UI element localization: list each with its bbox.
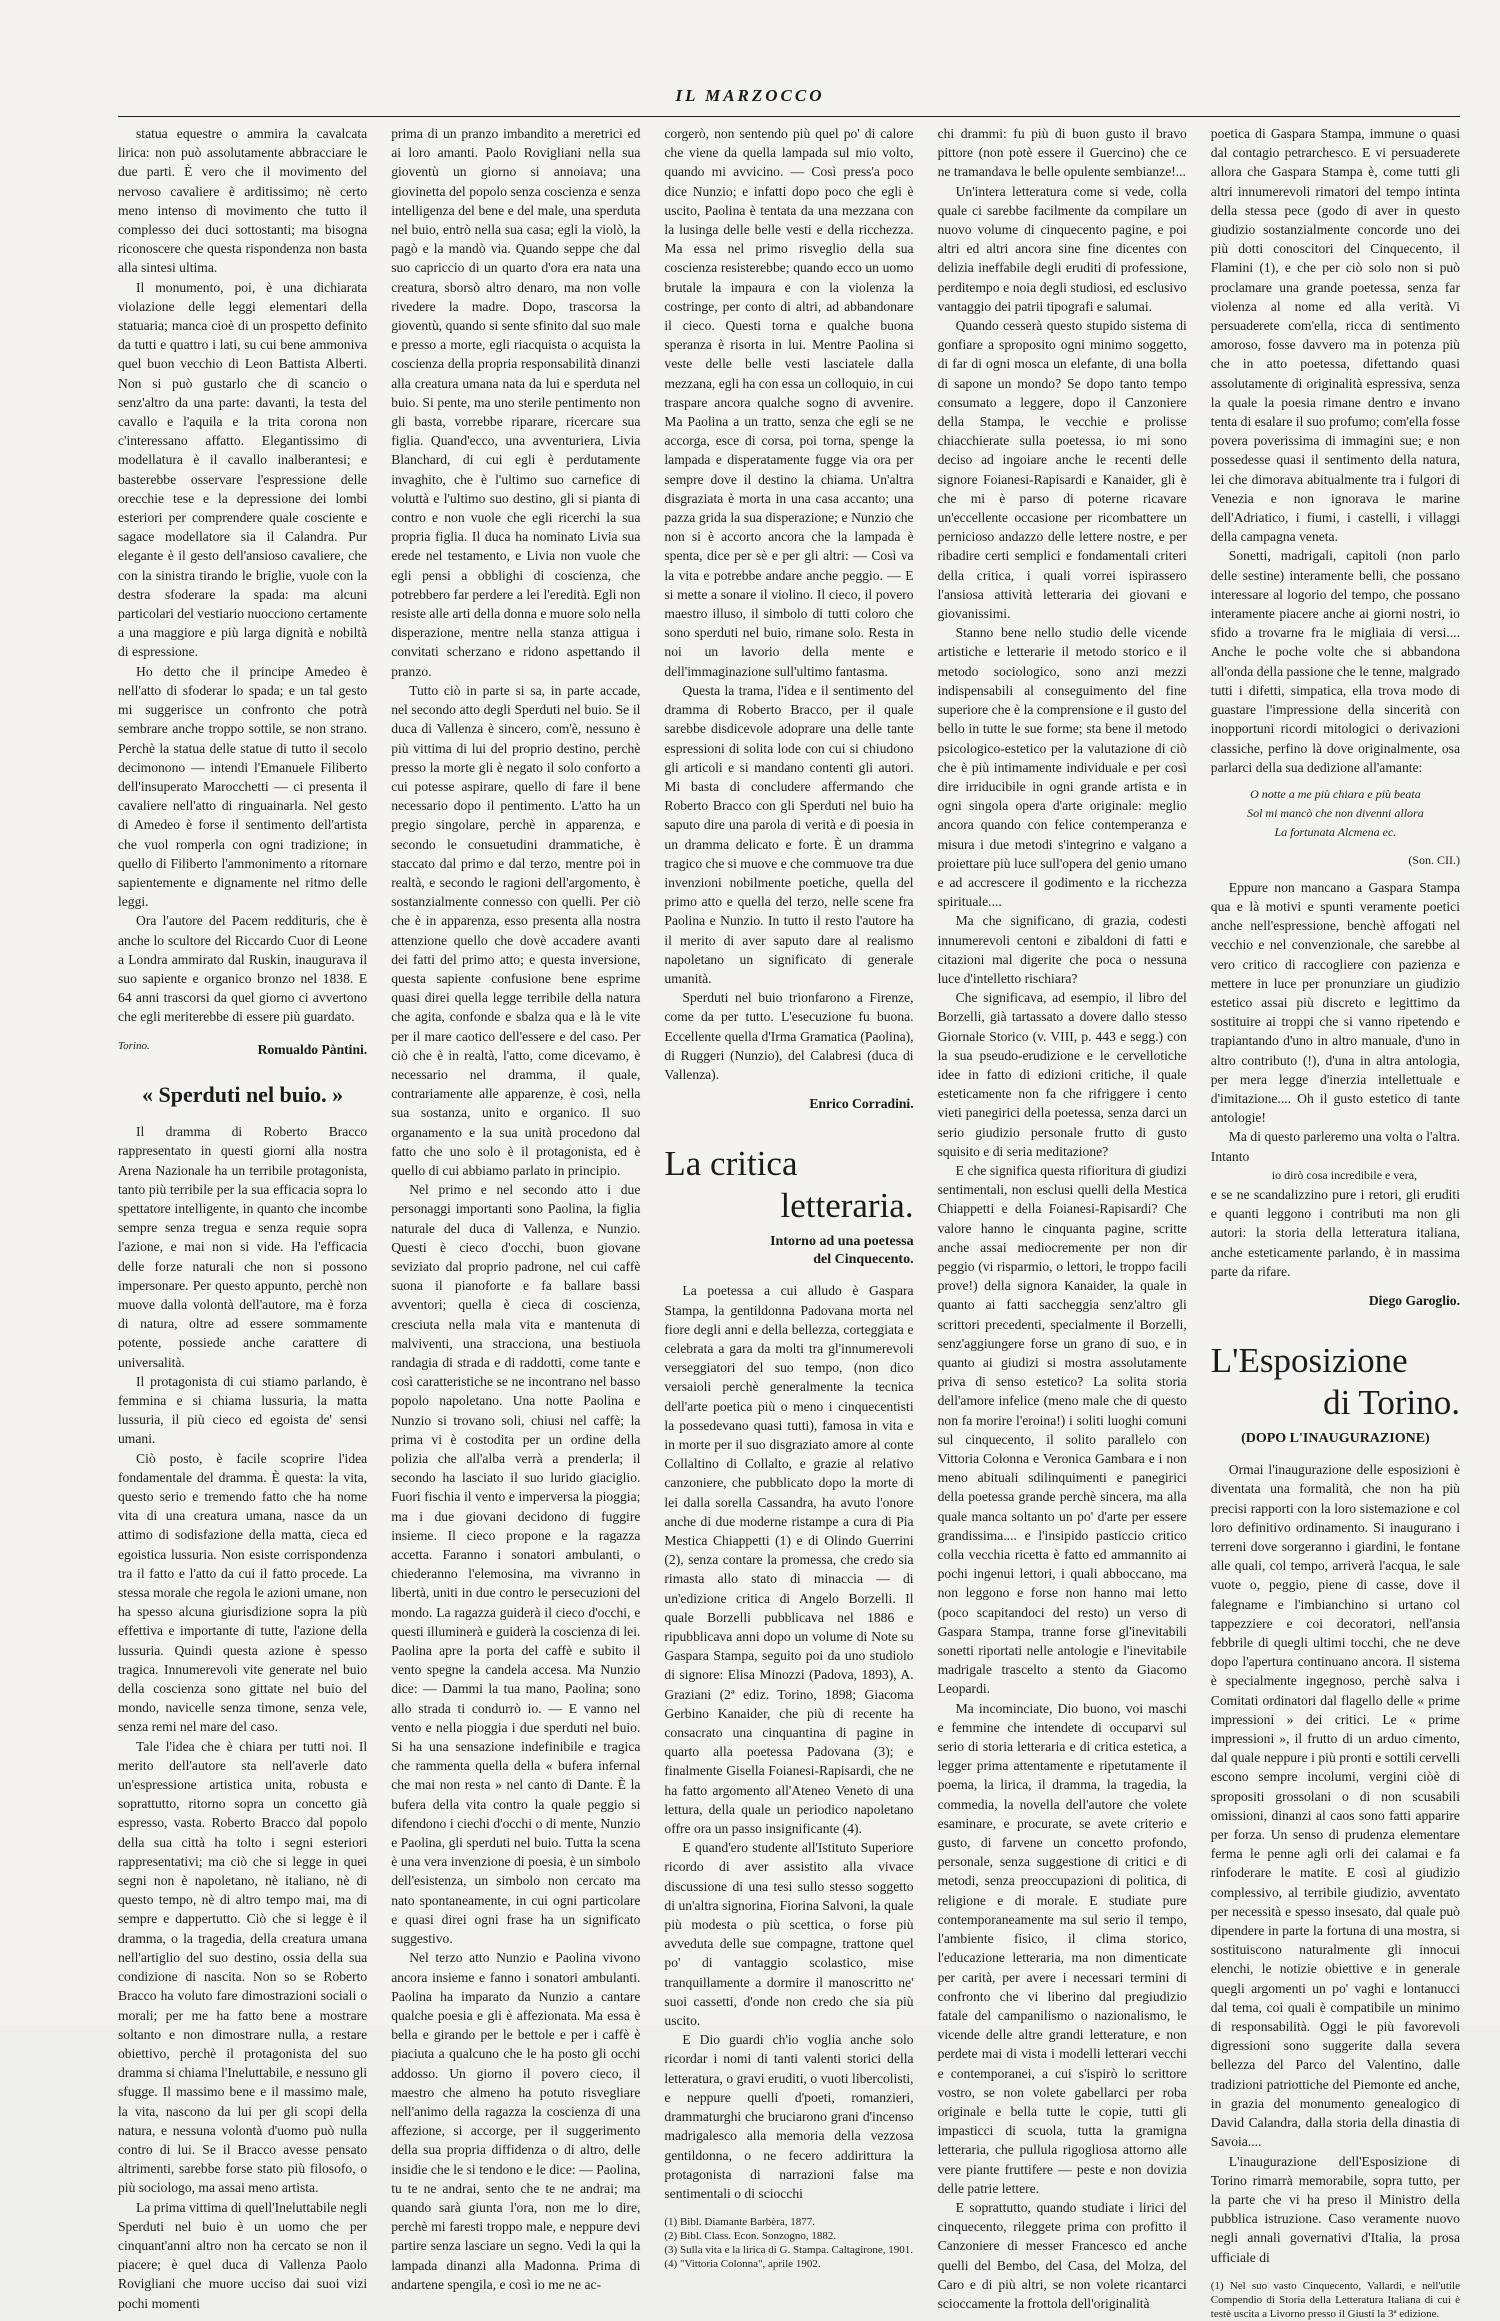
paragraph: L'inaugurazione dell'Esposizione di Torino rimarrà memorabile, sopra tutto, per la parte che vi ha preso il Ministro della pubblica istruzione. Caso veramente nuovo negli annali governativi d'Italia, la prosa ufficiale di — [1210, 2153, 1460, 2265]
paragraph: Tale l'idea che è chiara per tutti noi. Il merito dell'autore sta nell'averle dato un'espressione artistica unita, robusta e soprattutto, ritorno sopra un concetto già espresso, vasta. Roberto Bracco dal popolo della sua città ha tolto i segni esteriori rappresentativi; ma ciò che si legge in quei segni non è napoletano, nè italiano, nè di questo tempo, nè di altro tempo mai, ma di sempre e dappertutto. Ciò che si legge è il dramma, o la tragedia, della creatura umana nell'artiglio del suo destino, ossia della sua condizione di nascita. Non so se Roberto Bracco ha voluto fare dimostrazioni sociali o morali; per me ha fatto bene a mostrare soltanto e non dimostrare nulla, a restare obiettivo, perchè il protagonista del suo dramma si chiama l'Ineluttabile, e nessuno gli sfugge. Il massimo bene e il massimo male, la vita, nascono da lui per gli scopi della natura, e nessuna volontà d'uomo può nulla contro di lui. Se il Bracco avesse pensato altrimenti, sarebbe forse stato più filosofo, o più sociologo, ma assai meno artista. — [118, 1738, 368, 2196]
paragraph: Ora l'autore del Pacem reddituris, che è anche lo scultore del Riccardo Cuor di Leone a Londra ammirato dal Ruskin, inaugurava il suo sapiente e organico bronzo nel 1838. E 64 anni trascorsi da quel giorno ci avvertono che egli meriterebbe di essere più guardato. — [118, 913, 368, 1025]
title-line-1: La critica — [664, 1144, 798, 1184]
paragraph: corgerò, non sentendo più quel po' di calore che viene da quella lampada sul mio volto, quando mi avvicino. — Così press'a poco dice Nunzio; e infatti dopo poco che egli è uscito, Paolina è tentata da una mezzana con la lusinga delle belle vesti e della ricchezza. Ma essa nel primo risveglio della sua coscienza resisterebbe; quando ecco un uomo brutale la impaura e con la violenza la costringe, per conto di altri, ad abbandonare il cieco. Questi torna e qualche buona speranza è risorta in lui. Mentre Paolina si veste delle belle vesti lasciatele dalla mezzana, egli ha con essa un colloquio, in cui traspare ancora qualche sogno di avvenire. Ma Paolina a un tratto, senza che egli se ne accorga, esce di corsa, poi torna, spenge la lampada e disperatamente fugge via ora per sempre dove il destino la chiama. Un'altra disgraziata è morta in una casa accanto; una pazza grida la sua disperazione; e Nunzio che non si è accorto ancora che la lampada è spenta, dice per sè e per gli altri: — Così va la vita e potrebbe andare anche peggio. — E si mette a sonare il violino. Il cieco, il povero maestro illuso, il simbolo di tutti coloro che sono sperduti nel buio, rimane solo. Resta in noi un lavorio della mente e dell'immaginazione sull'ultimo fantasma. — [664, 126, 914, 679]
article-title — [664, 1143, 913, 1227]
article-columns — [118, 124, 1460, 2320]
verse-line: Sol mi mancò che non divenni allora — [1247, 806, 1424, 821]
paragraph: Questa la trama, l'idea e il sentimento del dramma di Roberto Bracco, per il quale sarebbe disdicevole adoprare una delle tante espressioni di solita lode con cui si chiudono gli articoli e si mandano contenti gli autori. Mi basta di concludere affermando che Roberto Bracco con gli Sperduti nel buio ha saputo dire una parola di verità e di poesia in un dramma delicato e forte. È un dramma tragico che si muove e che commuove tra due invenzioni nobilmente poetiche, quella del primo atto e quella del terzo, nelle scene fra Paolina e Nunzio. In tutto il resto l'autore ha il merito di aver saputo dare al realismo napoletano un significato di generale umanità. — [664, 682, 914, 986]
footnote: (3) Sulla vita e la lirica di G. Stampa. Caltagirone, 1901. — [664, 2244, 914, 2257]
paragraph: Ho detto che il principe Amedeo è nell'atto di sfoderar lo spada; e un tal gesto mi suggerisce un confronto che potrà sembrare anche troppo sottile, se non strano. Perchè la statua delle statue di tutto il secolo decimonono — intendi l'Emanuele Filiberto dell'insuperato Marocchetti — ci presenta il cavaliere nell'atto di ringuainarla. Nel gesto di Amedeo è forse il sentimento dell'artista che vuol romperla con ogni tradizione; in quello di Filiberto l'ammonimento a ritornare sapientemente e dignamente nel ritmo delle leggi. — [118, 663, 368, 910]
column-1 — [118, 124, 367, 2321]
paragraph: Il protagonista di cui stiamo parlando, è femmina e si chiama lussuria, la matta lussuria, il più cieco ed egoista de' sensi umani. — [118, 1373, 368, 1447]
column-2 — [391, 124, 640, 2321]
paragraph: Ormai l'inaugurazione delle esposizioni è diventata una formalità, che non ha più precisi rapporti con la loro sistemazione e col loro definitivo ordinamento. Si inaugurano i terreni dove sorgeranno i giardini, le fontane alle quali, col tempo, arriverà l'acqua, le sale vuote o, peggio, piene di casse, dove il falegname e l'imbianchino si urtano col tappezziere e coi decoratori, nell'ansia febbrile di quegli ultimi tocchi, che ne deve dopo l'apertura continuano ancora. Il sistema è specialmente ingegnoso, perchè salva i Comitati ordinatori dal flagello delle « prime impressioni » dei critici. Le « prime impressioni », il frutto di un arduo cimento, dal quale neppure i più pronti e sottili cervelli escono sempre incolumi, vergini ciòè di spropositi grossolani o di non scusabili omissioni, dinanzi al caos sono fatti apparire per forza. Un senso di prudenza elementare ferma le penne agli orli dei calamai e fa rinfoderare le matite. E così al giudizio complessivo, al terribile giudizio, avventato per necessità e spesso insesato, dal quale può dipendere in parte la fortuna di una mostra, si sostituiscono naturalmente gli innocui elenchi, le notizie obiettive e in generale quegli argomenti un po' vaghi e lontanucci dal tema, coi quali è compatibile un minimo di responsabilità. Oggi le più favorevoli digressioni sono suggerite dalla severa bellezza del Parco del Valentino, dalle tradizioni patriottiche del Piemonte ed anche, in grazia del monumento genealogico di David Calandra, dalla storia della dinastia di Savoia.... — [1210, 1462, 1460, 2150]
footnote: (4) "Vittoria Colonna", aprile 1902. — [664, 2258, 821, 2271]
paragraph: Ma incominciate, Dio buono, voi maschi e femmine che intendete di occuparvi sul serio di storia letteraria e di critica estetica, a legger prima attentamente e ripetutamente il poema, la lirica, il dramma, la tragedia, la commedia, la novella dell'autore che volete esaminare, e procurate, se avete criterio e gusto, di farvene un concetto profondo, personale, senza suggestione di critici e di metodi, senza preoccupazioni di politica, di religione e di morale. E studiate pure contemporaneamente ma sul serio il tempo, l'ambiente fisico, il clima storico, l'educazione letteraria, ma non dimenticate per carità, per avere i necessari termini di confronto che vi liberino dal pregiudizio fatale del campanilismo o nazionalismo, le vicende delle altre grandi letterature, e non perdete mai di vista i modelli letterari vecchi e contemporanei, a cui s'ispirò lo scrittore vostro, se non volete gabellarci per roba originale e bella tutte le copie, tutti gli impasticci di scuola, tutta la gramigna letteraria, che pullula rigogliosa attorno alle vere piante fruttifere — peste e non dovizia delle patrie lettere. — [937, 1700, 1187, 2196]
paragraph: poetica di Gaspara Stampa, immune o quasi dal contagio petrarchesco. E vi persuaderete allora che Gaspara Stampa è, come tutti gli altri innumerevoli rimatori del tempo intinta della stessa pece (godo di aver in questo giudizio sostanzialmente concorde uno dei più dotti conoscitori del Cinquecento, il Flamini (1), e che per ciò solo non si può proclamare una grande poetessa, senza far violenza al nome ed alla verità. Vi persuaderete com'ella, ricca di sentimento amoroso, fosse davvero ma in potenza più che in atto poetessa, difettando quasi assolutamente di originalità espressiva, senza la quale la poesia rimane dentro e invano tenta di esalare il suo profumo; com'ella fosse povera poverissima di immagini sue; e non possedesse quasi il sentimento della natura, lei che dimorava abitualmente tra i fulgori di Venezia e non ignorava le marine dell'Adriatico, i fiumi, i castelli, i villaggi della campagna veneta. — [1210, 126, 1460, 545]
paragraph: Il dramma di Roberto Bracco rappresentato in questi giorni alla nostra Arena Nazionale ha un terribile protagonista, tanto più terribile per la sua efficacia sopra lo spettatore intelligente, in quanto che incombe sempre senza tregua e senza requie sopra l'azione, e mai non si vide. Ha l'efficacia delle forze naturali che non si possono impersonare. Per questo appunto, perchè non muove dalla volontà dell'autore, ma è forza di natura, oltre ad essere sommamente potente, possiede anche carattere di universalità. — [118, 1124, 368, 1370]
paragraph: Ma di questo parleremo una volta o l'altra. Intanto — [1210, 1129, 1460, 1164]
title-line-1: L'Esposizione — [1210, 1341, 1408, 1381]
article-title: « Sperduti nel buio. » — [142, 1081, 344, 1107]
paragraph: Ma che significano, di grazia, codesti innumerevoli centoni e zibaldoni di fatti e citazioni mal digerite che poca o nessuna luce d'intelletto rischiara? — [937, 913, 1187, 986]
column-5 — [1211, 124, 1460, 2321]
paragraph: Sperduti nel buio trionfarono a Firenze, come da per tutto. L'esecuzione fu buona. Eccellente quella d'Irma Gramatica (Paolina), di Ruggeri (Nunzio), del Calabresi (duca di Vallenza). — [664, 990, 914, 1082]
paragraph: Quando cesserà questo stupido sistema di gonfiare a sproposito ogni minimo soggetto, di far di ogni mosca un elefante, di una bolla di sapone un mondo? Se dopo tanto tempo consumato a leggere, dopo il Canzoniere della Stampa, le vecchie e prolisse chiacchierate sulla poetessa, io mi sono deciso ad ingoiare anche le recenti delle signore Foianesi-Rapisardi e Kanaider, gli è che mi è parso di poterne ricavare un'eccellente occasione per ricombattere un pernicioso andazzo delle lettere nostre, e per ribadire certi semplici e fondamentali criteri della critica, i quali vorrei ispirassero l'ansiosa attività letteraria dei giovani e giovanissimi. — [937, 318, 1187, 622]
paragraph: Il monumento, poi, è una dichiarata violazione delle leggi elementari della statuaria; manca cioè di un prospetto definito da tutti e quattro i lati, su cui bene ammoniva quel buon vecchio di Leon Battista Alberti. Non si può gustarlo che di scancio o senz'altro da una parte: davanti, la testa del cavallo e l'aquila e la trita corona non c'interessano affatto. Elegantissimo di modellatura è il cavallo inalberantesi; e basterebbe osservare l'espressione delle orecchie tese e la depressione dei lombi esteriori per comprendere quale cosciente e sagace modellatore sia il Calandra. Pur elegante è il gesto dell'ansioso cavaliere, che con la sinistra tirando le briglie, vuole con la destra sfoderare la spada: ma alcuni particolari del vestiario nuocciono certamente a una maggiore e più larga dignità e nobiltà di espressione. — [118, 279, 368, 660]
paragraph: chi drammi: fu più di buon gusto il bravo pittore (non potè essere il Guercino) che ce ne tramandava le belle opulente sembianze!... — [937, 126, 1187, 180]
footnotes — [664, 2215, 913, 2271]
footnotes — [1211, 2279, 1460, 2321]
newspaper-masthead: IL MARZOCCO — [675, 86, 825, 105]
paragraph: E Dio guardi ch'io voglia anche solo ricordar i nomi di tanti valenti storici della letteratura, o gravi eruditi, o vuoti libercolisti, e neppure quelli d'poeti, romanzieri, drammaturghi che bruciarono grani d'incenso madrigalesco alla memoria della vezzosa gentildonna, o ne fecero addirittura la protagonista di narrazioni false ma sentimentali o di sciocchi — [664, 2032, 914, 2201]
paragraph: Nel primo e nel secondo atto i due personaggi importanti sono Paolina, la figlia naturale del duca di Vallenza, e Nunzio. Questi è cieco d'occhi, buon giovane seviziato dal proprio padrone, nel cui caffè suona il pianoforte e fa ballare bassi avventori; quella è cieca di coscienza, cresciuta nella mala vita e mantenuta di malviventi, una stracciona, una bestiuola randagia di strada e di raddotti, come tante e così caratteristiche se ne incontrano nel basso popolo napoletano. Una notte Paolina e Nunzio si trovano soli, chiusi nel caffè; la prima vi è costodita per un ordine della polizia che all'alba verrà a prenderla; il secondo ha lasciato il suo lurido giaciglio. Fuori fischia il vento e imperversa la pioggia; ma i due giovani decidono di fuggire insieme. Il cieco propone e la ragazza accetta. Faranno i sonatori ambulanti, o chiederanno l'elemosina, ma vivranno in libertà, uniti in due contro le persecuzioni del mondo. La ragazza guiderà il cieco d'occhi, e questi illuminerà e guiderà la coscienza di lei. Paolina apre la porta del caffè e subito il vento spegne la candela accesa. Ma Nunzio dice: — Dammi la tua mano, Paolina; sono allo strada ti condurrò io. — E vanno nel vento e nella pioggia i due sperduti nel buio. Si ha una sensazione indefinibile e tragica che rammenta quella della « bufera infernal che mai non resta » nel canto di Dante. È la bufera della vita contro la quale peggio si difendono i ciechi d'occhi o di mente, Nunzio e Paolina, gli sperduti nel buio. Tutta la scena è una vera invenzione di poesia, è un simbolo dell'esistenza, un simbolo non cercato ma nato spontaneamente, in cui ogni particolare e quasi direi ogni frase ha un significato suggestivo. — [391, 1182, 641, 1947]
subtitle-line-1: Intorno ad una poetessa — [770, 1234, 914, 1250]
header-rule — [118, 116, 1460, 117]
footnote: (1) Nel suo vasto Cinquecento, Vallardi, e nell'utile Compendio di Storia della Letteratura Italiana di cui è testè uscita a Livorno presso il Giusti la 3ª edizione. — [1210, 2279, 1460, 2320]
dateline: Torino. — [118, 1039, 150, 1052]
title-line-2: letteraria. — [780, 1186, 914, 1226]
paragraph: Un'intera letteratura come si vede, colla quale ci sarebbe facilmente da compilare un nuovo volume di cinquecento pagine, e poi altri ed altri ancora sine fine dicentes con delizia ineffabile degli eruditi di professione, perditempo e noia degli studiosi, ed esclusivo vantaggio dei patrii tipografi e salumai. — [937, 183, 1187, 314]
verse-line: La fortunata Alcmena ec. — [1274, 825, 1397, 840]
article-subtitle: (DOPO L'INAUGURAZIONE) — [1241, 1431, 1430, 1447]
column-4 — [938, 124, 1187, 2321]
verse-reference: (Son. CII.) — [1408, 852, 1460, 867]
paragraph: Stanno bene nello studio delle vicende artistiche e letterarie il metodo storico e il metodo sociologico, sono anzi mezzi indispensabili al conseguimento del fine superiore che è la comprensione e il gusto del bello in tutte le sue forme; sta bene il metodo psicologico-estetico per la valutazione di ciò che è più intimamente individuale e per così dire irriducibile in ogni grande artista e in ogni singola opera d'arte originale: meglio ancora quando con felice contemperanza e misura i due metodi s'integrino e valgano a proiettare più luce sull'opera del genio umano e ad accrescere il godimento e la ricchezza spirituale.... — [937, 625, 1187, 910]
verse-line: io dirò cosa incredibile e vera, — [1271, 1167, 1418, 1182]
author-signature: Romualdo Pàntini. — [257, 1041, 368, 1057]
footnote: (1) Bibl. Diamante Barbèra, 1877. — [664, 2216, 815, 2229]
author-signature: Diego Garoglio. — [1368, 1292, 1460, 1308]
paragraph: prima di un pranzo imbandito a meretrici ed ai loro amanti. Paolo Rovigliani nella sua gioventù un giorno si annoiava; una giovinetta del popolo senza coscienza e senza intelligenza del bene e del male, una sperduta nel buio, entrò nella sua casa; egli la violò, la pagò e la mandò via. Quando seppe che dal suo capriccio di un quarto d'ora era nata una creatura, sborsò altro denaro, ma non volle rivedere la madre. Dopo, trascorsa la gioventù, quando si sente sfinito dal suo male e presso a morte, egli riacquista o acquista la coscienza della propria responsabilità dinanzi alla creatura umana nata da lui e sperduta nel buio. Si pente, ma uno sterile pentimento non gli basta, vorrebbe riparare, ricercare sua figlia. Quand'ecco, una avventuriera, Livia Blanchard, di cui egli è perdutamente invaghito, che è l'ultimo suo carnefice di voluttà e l'ultimo suo destino, gli si pianta di contro e non vuole che egli ricerchi la sua propria figlia. Il duca ha nominato Livia sua erede nel testamento, e Livia non vuole che egli pensi a obblighi di coscienza, che potrebbero far perdere a lei l'eredità. Egli non resiste alle arti della donna e muore solo nella disperazione, mentre nella stanza attigua i convitati scherzano e ridono aspettando il pranzo. — [391, 126, 641, 679]
paragraph: E quand'ero studente all'Istituto Superiore ricordo di aver assistito alla vivace discussione di una tesi sullo stesso soggetto di un'altra signorina, Fiorina Salvoni, la quale più modesta o più scettica, o forse più avveduta delle sue compagne, trattone quel po' di vantaggio scolastico, mise tranquillamente a dormire il manoscritto ne' suoi cassetti, d'onde non credo che sia più uscito. — [664, 1840, 914, 2029]
article-subtitle — [664, 1233, 913, 1269]
paragraph: E soprattutto, quando studiate i lirici del cinquecento, rileggete prima con profitto il Canzoniere di messer Francesco ed anche quelli del Bembo, del Casa, del Molza, del Caro e di più altri, se non volete ricantarci scioccamente la frottola dell'originalità — [937, 2199, 1187, 2311]
paragraph: Eppure non mancano a Gaspara Stampa qua e là motivi e spunti veramente poetici anche nell'espressione, benchè affogati nel vecchio e nel convenzionale, che sarebbe al vero critico di raccogliere con pazienza e mettere in luce per pronunziare un giudizio estetico assai più discreto e legittimo da sostituire ai troppi che si vanno ripetendo e trapiantando d'uno in altro manuale, d'uno in altro contributo (!), d'una in altra antologia, per mera legge d'inerzia intellettuale e d'imitazione.... Oh il gusto estetico di tante antologie! — [1210, 879, 1460, 1126]
paragraph: Che significava, ad esempio, il libro del Borzelli, già tartassato a dovere dallo stesso Giornale Storico (v. VIII, p. 443 e segg.) con la sua pseudo-erudizione e le cervellotiche idee in fatto di edizioni critiche, il quale esteticamente non fa che rifriggere i cento vieti panegirici della poetessa, senza darci un serio giudizio personale frutto di gusto squisito e di seria meditazione? — [937, 990, 1187, 1159]
subtitle-line-2: del Cinquecento. — [813, 1252, 914, 1268]
verse-quote — [1211, 785, 1460, 843]
paragraph: Tutto ciò in parte si sa, in parte accade, nel secondo atto degli Sperduti nel buio. Se il duca di Vallenza è sincero, com'è, nessuno è più vittima di lui del proprio destino, perchè presso la morte gli è negato il solo conforto a cui potesse aspirare, quello di fare il bene necessario dopo il pentimento. L'atto ha un pregio singolare, perchè in apparenza, e secondo le consuetudini drammatiche, è staccato dal primo e dal terzo, mentre poi in realtà, e secondo le ragioni dell'argomento, è sostanzialmente connesso con quelli. Per ciò che è in apparenza, esso presenta alla nostra attenzione quello che dovè accadere avanti dei fatti del primo atto; e questa inversione, questa sapiente confusione bene esprime quasi direi quella legge terribile della natura che agita, confonde e sbalza qua e là le vite per il mare caotico dell'essere e del caso. Per ciò che è in realtà, l'atto, come dicevamo, è necessario nel dramma, il quale, contrariamente alle apparenze, è così, nella sua sostanza, unito e organico. Il suo organamento e la sua unità procedono dal fatto che uno solo è il protagonista, ed è quello di cui abbiamo parlato in principio. — [391, 682, 641, 1178]
paragraph: Nel terzo atto Nunzio e Paolina vivono ancora insieme e fanno i sonatori ambulanti. Paolina ha imparato da Nunzio a cantare qualche poesia e gli è affezionata. Ma essa è bella e girando per le bettole e per i caffè è piaciuta a qualcuno che le ha posto gli occhi addosso. Un giorno il povero cieco, il maestro che almeno ha potuto risvegliare nell'animo della ragazza la coscienza di una affezione, si accorge, per il suggerimento della sua propria diffidenza o di altro, delle insidie che le si tendono e le dice: — Paolina, tu te ne andrai, sento che te ne andrai; ma quando sarà giunta l'ora, non me lo dire, perchè mi faresti troppo male, e neppure devi partire senza lasciare un segno. Vedi la qui la lampada dinanzi alla Madonna. Prima di andartene spengila, e così io me ne ac- — [391, 1950, 641, 2292]
paragraph: La poetessa a cui alludo è Gaspara Stampa, la gentildonna Padovana morta nel fiore degli anni e della bellezza, corteggiata e celebrata a gara da molti tra gl'innumerevoli verseggiatori del suo tempo, (non dico versaioli perchè generalmente la tecnica dell'arte poetica più o meno i cinquecentisti la possedevano quasi tutti), famosa in vita e in morte per il suo disgraziato amore al conte Collaltino di Collalto, e grazie al relativo canzoniere, che pubblicato dopo la morte di lei dalla sorella Cassandra, ha avuto l'onore anche di due moderne ristampe a cura di Pia Mestica Chiappetti (1) e di Olindo Guerrini (2), senza contare la promessa, che credo sia rimasta allo stato di minaccia — di un'edizione critica di Angelo Borzelli. Il quale Borzelli pubblicava nel 1886 e ripubblicava anni dopo un volume di Note su Gaspara Stampa, seguito poi da uno studiolo di signore: Elisa Minozzi (Padova, 1893), A. Graziani (2ª ediz. Torino, 1898; Giacoma Gerbino Kanaider, che più di recente ha consacrato una cinquantina di pagine in quarto alla poetessa Padovana (3); e finalmente Gisella Foianesi-Rapisardi, che ne ha fatto argomento all'Ateneo Veneto di una lettura, della quale un periodico napoletano offre ora un passo insignificante (4). — [664, 1283, 914, 1837]
paragraph: statua equestre o ammira la cavalcata lirica: non può assolutamente abbracciare le due parti. È vero che il movimento del nervoso cavaliere è arditissimo; nè certo meno intenso di movimento che tutto il complesso dei duci sottostanti; ma bisogna riconoscere che questa rispondenza non basta alla sintesi ultima. — [118, 126, 368, 276]
paragraph: Ciò posto, è facile scoprire l'idea fondamentale del dramma. È questa: la vita, questo serio e tremendo fatto che ha nome vita di una creatura umana, nasce da un attimo di sodisfazione della matta, cieca ed egoistica lussuria. Non esiste corrispondenza tra il fatto e l'atto da cui il fatto procede. La stessa morale che regola le azioni umane, non ha spesso alcuna giurisdizione sopra la più effettiva e importante di tutte, l'azione della lussuria. Quindi questa azione è spesso tragica. Innumerevoli vite generate nel buio della coscienza sono gittate nel buio del mondo, navicelle senza timone, senza vele, senza remi nel mare del caso. — [118, 1450, 368, 1735]
paragraph: Sonetti, madrigali, capitoli (non parlo delle sestine) interamente belli, che possano interessare al logorio del tempo, che possano interamente piacere anche ai giorni nostri, io sfido a trovarne fra le migliaia di versi.... Anche le poche volte che si abbandona all'onda della passione che le tenne, malgrado tutti i difetti, simpatica, ella trova modo di guastare l'impressione della sincerità con inopportuni ricordi mitologici o derivazioni classiche, perfino là dove originalmente, osa parlarci della sua dedizione all'amante: — [1210, 548, 1460, 775]
title-line-2: di Torino. — [1323, 1383, 1460, 1423]
footnote: (2) Bibl. Class. Econ. Sonzogno, 1882. — [664, 2230, 837, 2243]
article-title — [1211, 1340, 1460, 1424]
verse-line: O notte a me più chiara e più beata — [1250, 786, 1421, 801]
paragraph: e se ne scandalizzino pure i retori, gli eruditi e quanti leggono i contributi ma non gli autori: la storia della letteratura italiana, anche esteticamente parlando, è in massima parte da rifare. — [1210, 1186, 1460, 1279]
paragraph: La prima vittima di quell'Ineluttabile negli Sperduti nel buio è un uomo che per cinquant'anni altro non ha cercato se non il piacere; è quel duca di Vallenza Paolo Rovigliani che muore ucciso dai suoi vizi pochi momenti — [118, 2199, 368, 2311]
column-3 — [664, 124, 913, 2321]
paragraph: E che significa questa rifioritura di giudizi sentimentali, non esclusi quelli della Mestica Chiappetti e della Foianesi-Rapisardi? Che valore hanno le cinquanta pagine, scritte anche assai mediocremente per non dir peggio (vi risparmio, o lettori, le troppo facili prove!) della signora Kanaider, la quale in quanto ai fatti saccheggia senz'altro gli scrittori precedenti, specialmente il Borzelli, senz'aggiungere forse un grano di suo, e in quanto ai giudizi si mostra assolutamente priva di senso estetico? La solita storia dell'amore infelice (meno male che di questo non fa morire l'eroina!) i soliti luoghi comuni sul cinquecento, il solito parallelo con Vittoria Colonna e Veronica Gambara e i non meno abituali sdilinquimenti e panegirici della poetessa grande perchè sincera, ma alla quale manca soltanto un po' d'arte per essere grandissima.... e l'insipido pasticcio critico colla vecchia ricetta è fatto ed ammannito ai pochi ingenui lettori, i quali abboccano, ma non leggono e forse non hanno mai letto (poco scapitandoci del resto) un verso di Gaspara Stampa, tranne forse gl'inevitabili sonetti riportati nelle antologie e l'inevitabile madrigale trascelto a stento da Giacomo Leopardi. — [937, 1162, 1187, 1697]
author-signature: Enrico Corradini. — [809, 1096, 914, 1112]
